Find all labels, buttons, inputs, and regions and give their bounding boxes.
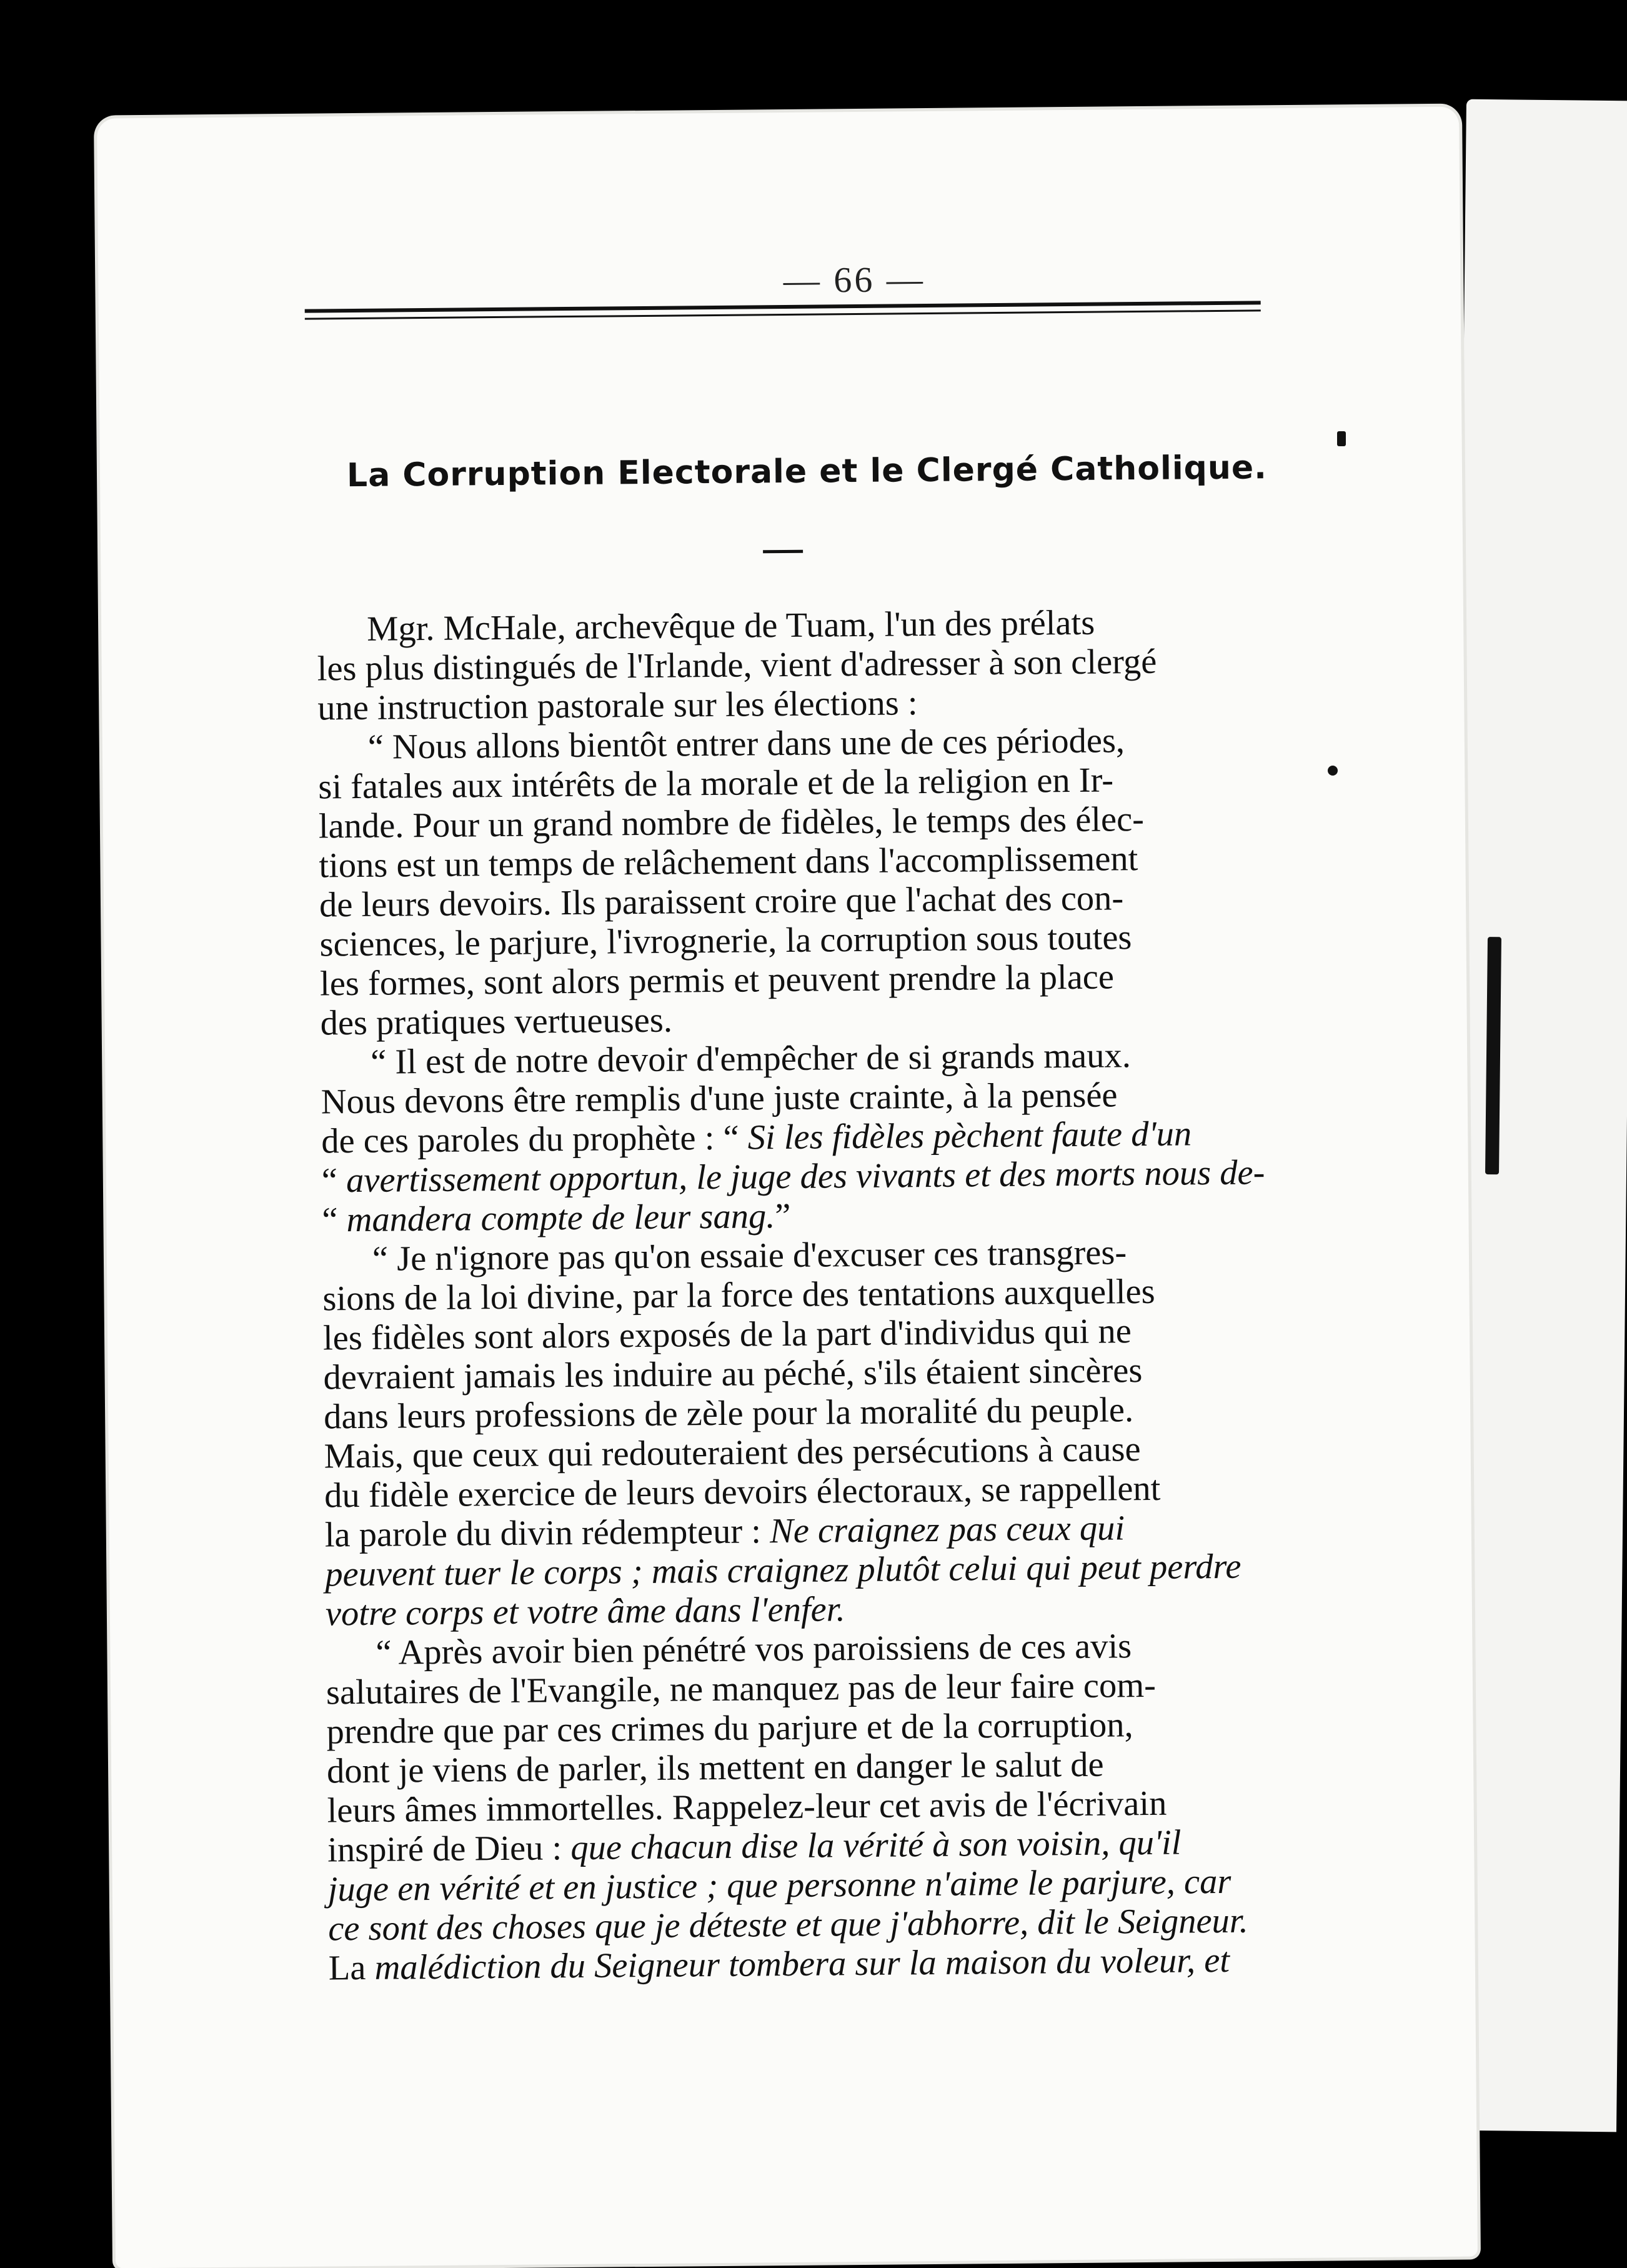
text-segment: la parole du divin rédempteur : <box>324 1512 770 1555</box>
ink-mark <box>1337 431 1346 446</box>
book-page <box>97 107 1478 2268</box>
title-separator <box>763 550 803 554</box>
text-line <box>329 1940 1328 1988</box>
text-segment: inspiré de Dieu : <box>327 1829 571 1870</box>
text-segment: de ces paroles du prophète : “ <box>321 1118 749 1161</box>
text-segment: La <box>328 1948 375 1988</box>
text-segment: les formes, sont alors permis et peuvent prendre la place <box>319 957 1115 1004</box>
text-segment: devraient jamais les induire au péché, s'ils étaient sincères <box>323 1351 1143 1397</box>
text-segment: “ Je n'ignore pas qu'on essaie d'excuser ces transgres- <box>372 1233 1127 1279</box>
text-segment: “ Nous allons bientôt entrer dans une de ces périodes, <box>367 721 1125 767</box>
italic-text: votre corps et votre âme dans l'enfer. <box>325 1590 845 1634</box>
text-segment: les fidèles sont alors exposés de la part d'individus qui ne <box>322 1312 1132 1358</box>
text-segment: “ Après avoir bien pénétré vos paroissiens de ces avis <box>376 1627 1132 1672</box>
italic-text: Si les fidèles pèchent faute d'un <box>747 1114 1192 1157</box>
text-segment: prendre que par ces crimes du parjure et de la corruption, <box>326 1706 1133 1752</box>
italic-text: avertissement opportun, le juge des vivants et des morts nous de- <box>346 1153 1265 1201</box>
italic-text: malédiction du Seigneur tombera sur la maison du voleur, et <box>374 1941 1230 1987</box>
italic-text: Ne craignez pas ceux qui <box>769 1509 1125 1551</box>
text-segment: des pratiques vertueuses. <box>320 1001 673 1043</box>
article-title: La Corruption Electorale et le Clergé Catholique. <box>346 449 1268 495</box>
text-segment: Nous devons être remplis d'une juste crainte, à la pensée <box>321 1076 1118 1122</box>
text-segment: lande. Pour un grand nombre de fidèles, le temps des élec- <box>318 799 1145 846</box>
italic-text: mandera compte de leur sang. <box>346 1197 775 1240</box>
text-segment: dans leurs professions de zèle pour la moralité du peuple. <box>323 1391 1134 1437</box>
article-body <box>317 602 1328 1989</box>
text-segment: ” <box>775 1196 791 1236</box>
italic-text: que chacun dise la vérité à son voisin, qu'il <box>570 1823 1182 1868</box>
text-segment: “ Il est de notre devoir d'empêcher de si grands maux. <box>370 1036 1132 1082</box>
page-number: — 66 — <box>783 259 926 301</box>
text-segment: leurs âmes immortelles. Rappelez-leur cet avis de l'écrivain <box>327 1784 1167 1831</box>
binding-clip <box>1485 937 1501 1174</box>
text-segment: dont je viens de parler, ils mettent en danger le salut de <box>326 1745 1104 1791</box>
text-segment: salutaires de l'Evangile, ne manquez pas de leur faire com- <box>326 1666 1157 1712</box>
text-segment: de leurs devoirs. Ils paraissent croire que l'achat des con- <box>319 879 1124 925</box>
text-segment: “ <box>322 1201 347 1240</box>
text-segment: les plus distingués de l'Irlande, vient d'adresser à son clergé <box>317 642 1157 689</box>
italic-text: ce sont des choses que je déteste et que j'abhorre, dit le Seigneur. <box>328 1901 1248 1949</box>
italic-text: juge en vérité et en justice ; que personne n'aime le parjure, car <box>327 1862 1231 1909</box>
text-segment: sions de la loi divine, par la force des tentations auxquelles <box>322 1272 1155 1319</box>
italic-text: peuvent tuer le corps ; mais craignez plutôt celui qui peut perdre <box>325 1547 1241 1594</box>
text-segment: Mgr. McHale, archevêque de Tuam, l'un des prélats <box>366 603 1095 649</box>
text-segment: tions est un temps de relâchement dans l'accomplissement <box>319 839 1138 886</box>
text-segment: Mais, que ceux qui redouteraient des persécutions à cause <box>324 1430 1141 1476</box>
text-segment: sciences, le parjure, l'ivrognerie, la corruption sous toutes <box>319 918 1132 964</box>
ink-spot <box>1328 766 1338 776</box>
text-segment: du fidèle exercice de leurs devoirs électoraux, se rappellent <box>324 1469 1161 1516</box>
text-segment: si fatales aux intérêts de la morale et de la religion en Ir- <box>318 761 1114 807</box>
text-segment: “ <box>321 1161 347 1201</box>
text-segment: une instruction pastorale sur les élections : <box>317 684 918 728</box>
